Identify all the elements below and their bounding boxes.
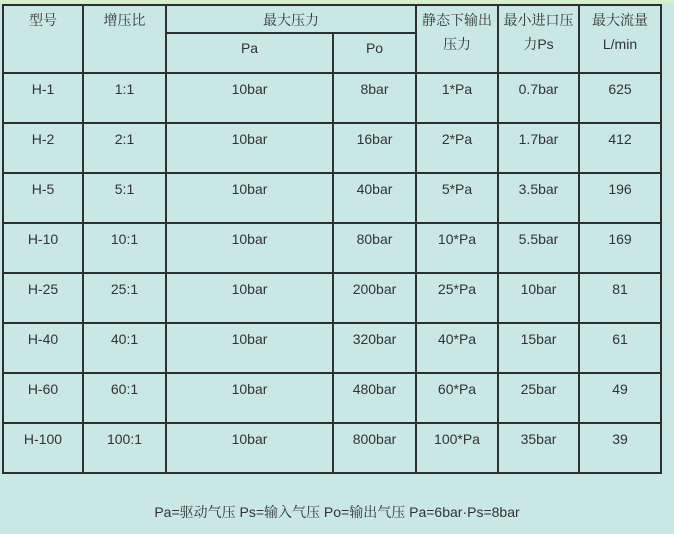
cell-static-output: 25*Pa [416, 273, 498, 323]
table-row-h10 [3, 223, 661, 273]
cell-po: 8bar [333, 73, 416, 123]
header-max-pressure: 最大压力 [166, 5, 416, 33]
header-boost-ratio: 增压比 [83, 5, 166, 73]
cell-max-flow: 625 [579, 73, 661, 123]
cell-po: 800bar [333, 423, 416, 473]
cell-model: H-10 [3, 223, 83, 273]
cell-static-output: 1*Pa [416, 73, 498, 123]
header-max-flow-label: 最大流量 [592, 12, 648, 28]
cell-model: H-25 [3, 273, 83, 323]
cell-static-output: 40*Pa [416, 323, 498, 373]
cell-model: H-5 [3, 173, 83, 223]
cell-po: 40bar [333, 173, 416, 223]
cell-max-flow: 412 [579, 123, 661, 173]
table-row-h25 [3, 273, 661, 323]
cell-min-inlet: 15bar [498, 323, 579, 373]
cell-static-output: 100*Pa [416, 423, 498, 473]
booster-spec-table [2, 4, 662, 474]
header-static-output-pressure: 静态下输出压力 [416, 5, 498, 73]
cell-pa: 10bar [166, 223, 333, 273]
header-pa: Pa [166, 33, 333, 73]
cell-min-inlet: 25bar [498, 373, 579, 423]
cell-max-flow: 39 [579, 423, 661, 473]
cell-po: 16bar [333, 123, 416, 173]
cell-min-inlet: 1.7bar [498, 123, 579, 173]
cell-ratio: 25:1 [83, 273, 166, 323]
cell-ratio: 10:1 [83, 223, 166, 273]
cell-model: H-2 [3, 123, 83, 173]
cell-model: H-1 [3, 73, 83, 123]
header-row-1 [3, 5, 661, 33]
header-min-inlet-pressure: 最小进口压力Ps [498, 5, 579, 73]
cell-max-flow: 49 [579, 373, 661, 423]
cell-po: 200bar [333, 273, 416, 323]
table-row-h5 [3, 173, 661, 223]
header-max-flow [579, 5, 661, 73]
cell-ratio: 100:1 [83, 423, 166, 473]
header-model: 型号 [3, 5, 83, 73]
cell-ratio: 5:1 [83, 173, 166, 223]
footer-note: Pa=驱动气压 Ps=输入气压 Po=输出气压 Pa=6bar·Ps=8bar [154, 504, 520, 520]
cell-pa: 10bar [166, 173, 333, 223]
cell-static-output: 60*Pa [416, 373, 498, 423]
top-strip [0, 0, 674, 3]
cell-po: 320bar [333, 323, 416, 373]
cell-ratio: 60:1 [83, 373, 166, 423]
cell-static-output: 5*Pa [416, 173, 498, 223]
cell-pa: 10bar [166, 373, 333, 423]
cell-pa: 10bar [166, 273, 333, 323]
cell-ratio: 40:1 [83, 323, 166, 373]
cell-min-inlet: 5.5bar [498, 223, 579, 273]
table-row-h1 [3, 73, 661, 123]
table-row-h2 [3, 123, 661, 173]
cell-static-output: 2*Pa [416, 123, 498, 173]
table-row-h40 [3, 323, 661, 373]
cell-pa: 10bar [166, 123, 333, 173]
cell-min-inlet: 0.7bar [498, 73, 579, 123]
cell-min-inlet: 35bar [498, 423, 579, 473]
cell-min-inlet: 10bar [498, 273, 579, 323]
cell-max-flow: 61 [579, 323, 661, 373]
cell-model: H-100 [3, 423, 83, 473]
cell-static-output: 10*Pa [416, 223, 498, 273]
cell-pa: 10bar [166, 323, 333, 373]
cell-ratio: 2:1 [83, 123, 166, 173]
cell-po: 480bar [333, 373, 416, 423]
header-max-flow-unit: L/min [602, 36, 638, 52]
cell-max-flow: 196 [579, 173, 661, 223]
cell-po: 80bar [333, 223, 416, 273]
cell-ratio: 1:1 [83, 73, 166, 123]
table-row-h60 [3, 373, 661, 423]
cell-max-flow: 169 [579, 223, 661, 273]
cell-model: H-60 [3, 373, 83, 423]
header-po: Po [333, 33, 416, 73]
table-row-h100 [3, 423, 661, 473]
cell-max-flow: 81 [579, 273, 661, 323]
cell-pa: 10bar [166, 73, 333, 123]
cell-pa: 10bar [166, 423, 333, 473]
cell-min-inlet: 3.5bar [498, 173, 579, 223]
cell-model: H-40 [3, 323, 83, 373]
